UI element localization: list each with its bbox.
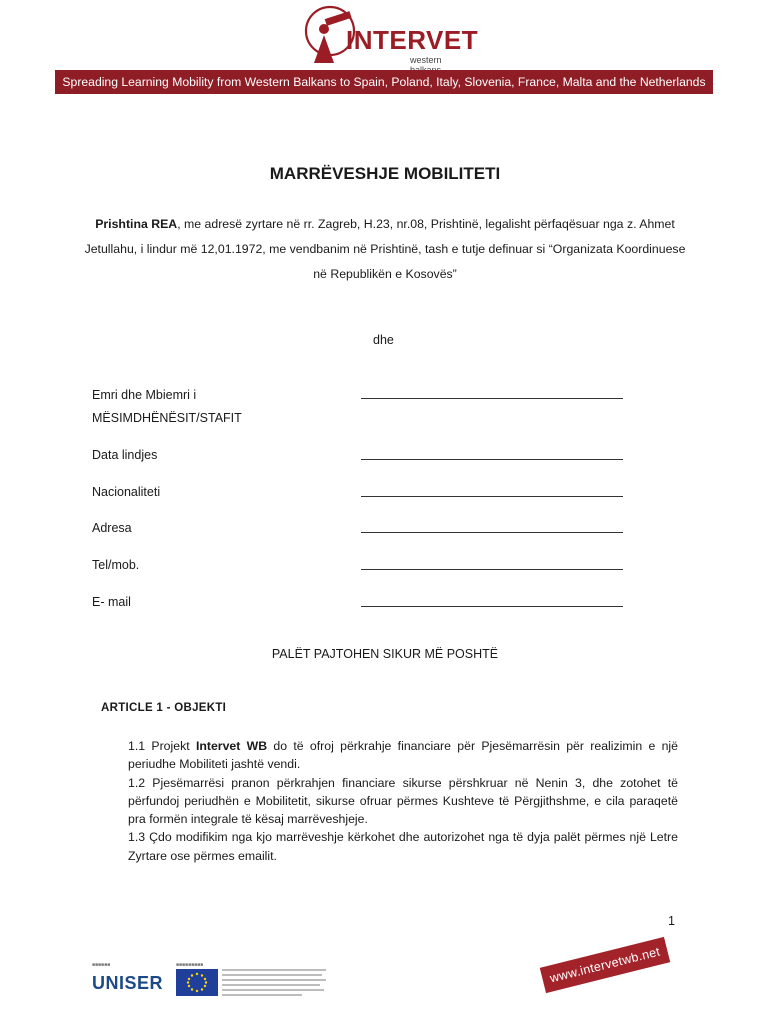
website-link[interactable]: www.intervetwb.net (540, 937, 670, 993)
address-input-line[interactable] (361, 532, 623, 533)
birthdate-input-line[interactable] (361, 459, 623, 460)
intro-text: , me adresë zyrtare në rr. Zagreb, H.23, nr.08, Prishtinë, legalisht përfaqësuar nga z. Ahmet Jetullahu, i lindur më 12,01.1972, me vendbanim në Prishtinë, tash e tutje definuar si “Organizata Koordinuese në Republikën e Kosovës” (84, 217, 686, 281)
article-heading: ARTICLE 1 - OBJEKTI (101, 702, 227, 714)
uniser-logo: UNISER (92, 973, 164, 993)
logo-wordmark: INTERVET (346, 25, 479, 55)
header-banner: Spreading Learning Mobility from Western Balkans to Spain, Poland, Italy, Slovenia, France, Malta and the Netherlands (55, 70, 713, 94)
field-label-name-line2: MËSIMDHËNËSIT/STAFIT (92, 411, 242, 425)
logo-subtitle: western (410, 55, 442, 65)
clause-1-1 (128, 737, 678, 774)
eu-flag-icon (176, 969, 218, 996)
page-number: 1 (668, 914, 675, 928)
intro-org-name: Prishtina REA (95, 217, 178, 231)
and-separator: dhe (373, 333, 394, 347)
field-label-address: Adresa (92, 521, 132, 535)
parties-agree-heading: PALËT PAJTOHEN SIKUR MË POSHTË (271, 647, 499, 661)
article-body (128, 737, 678, 865)
email-input-line[interactable] (361, 606, 623, 607)
field-label-phone: Tel/mob. (92, 558, 140, 572)
eu-stars-icon (176, 969, 218, 996)
uniser-caption: ■■■■■■ (92, 962, 111, 968)
project-name: Intervet WB (195, 739, 268, 753)
intervet-logo (300, 5, 479, 67)
eu-disclaimer-text (222, 969, 328, 997)
clause-1-2: 1.2 Pjesëmarrësi pranon përkrahjen financiare sikurse përshkruar në Nenin 3, dhe zotohet të përfundoj periudhën e Mobilitetit, sikurse ofruar përmes Kushteve të Përgjithshme, e cila paraqetë pra formën integrale të kësaj marrëveshjeje. (128, 775, 678, 827)
clause-1-1-text: do të ofroj përkrahje financiare për Pjesëmarrësin për realizimin e një periudhe Mobiliteti jashtë vendi. (128, 739, 679, 772)
field-label-nationality: Nacionaliteti (92, 485, 161, 499)
phone-input-line[interactable] (361, 569, 623, 570)
eu-caption: ■■■■■■■■■ (176, 962, 204, 968)
clause-1-1-prefix: 1.1 Projekt (128, 739, 196, 753)
field-label-email: E- mail (92, 595, 131, 609)
clause-1-3: 1.3 Çdo modifikim nga kjo marrëveshje kërkohet dhe autorizohet nga të dyja palët përmes një Letre Zyrtare ose përmes emailit. (128, 830, 678, 863)
intro-paragraph (80, 212, 690, 287)
field-label-name: Emri dhe Mbiemri i (92, 388, 197, 402)
nationality-input-line[interactable] (361, 496, 623, 497)
document-title: MARRËVESHJE MOBILITETI (269, 164, 501, 183)
field-label-birthdate: Data lindjes (92, 448, 158, 462)
name-input-line[interactable] (361, 398, 623, 399)
